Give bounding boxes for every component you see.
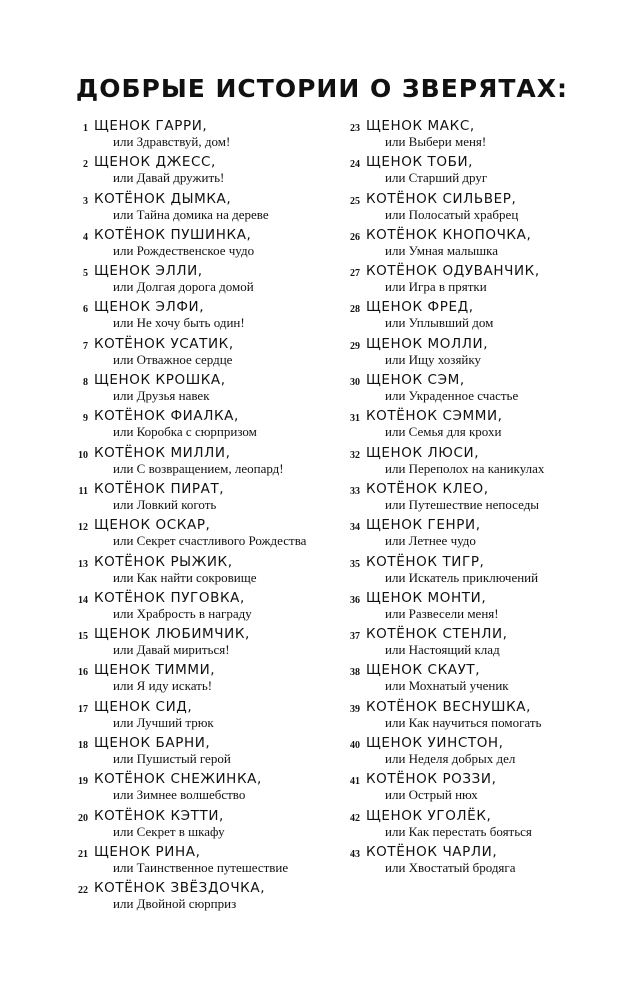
book-number: 10 (78, 449, 88, 461)
book-title: ЩЕНОК ГЕНРИ, (366, 517, 481, 534)
book-entry (66, 118, 336, 154)
book-subtitle: или Мохнатый ученик (385, 678, 509, 694)
book-title: ЩЕНОК ТОБИ, (366, 154, 474, 171)
book-entry (338, 481, 608, 517)
book-subtitle: или Таинственное путешествие (113, 859, 289, 875)
book-subtitle: или Старший друг (385, 170, 488, 186)
book-subtitle: или Коробка с сюрпризом (113, 424, 257, 440)
book-number: 33 (350, 485, 360, 497)
book-title: ЩЕНОК ОСКАР, (94, 517, 211, 534)
book-entry (338, 372, 608, 408)
book-number: 15 (78, 631, 88, 643)
book-entry (338, 517, 608, 553)
book-subtitle: или Выбери меня! (385, 134, 487, 149)
book-title: КОТЁНОК ПУШИНКА, (94, 226, 252, 243)
book-entry (66, 626, 336, 662)
book-entry (338, 227, 608, 263)
book-entry (66, 735, 336, 771)
book-title: КОТЁНОК ПУГОВКА, (94, 589, 245, 606)
book-number: 21 (78, 848, 88, 860)
book-title: КОТЁНОК СЭММИ, (366, 408, 503, 425)
book-subtitle: или Не хочу быть один! (113, 315, 245, 331)
book-entry (66, 191, 336, 227)
book-subtitle: или Храбрость в награду (113, 605, 252, 621)
book-number: 11 (78, 485, 88, 497)
book-entry (66, 154, 336, 190)
book-title: ЩЕНОК ТИММИ, (94, 662, 216, 679)
book-subtitle: или Лучший трюк (113, 714, 214, 730)
book-entry (338, 662, 608, 698)
book-subtitle: или Я иду искать! (113, 678, 213, 694)
book-number: 6 (83, 304, 88, 316)
book-number: 17 (78, 703, 88, 715)
book-subtitle: или Настоящий клад (385, 642, 500, 658)
book-title: ЩЕНОК МАКС, (366, 118, 475, 134)
book-number: 14 (78, 594, 88, 606)
book-entry (338, 154, 608, 190)
book-subtitle: или Семья для крохи (385, 424, 502, 440)
book-number: 22 (78, 885, 88, 897)
book-entry (66, 771, 336, 807)
book-entry (66, 699, 336, 735)
book-subtitle: или Пушистый герой (113, 751, 231, 767)
book-title: КОТЁНОК ДЫМКА, (94, 190, 232, 207)
book-number: 20 (78, 812, 88, 824)
book-number: 30 (350, 377, 360, 389)
book-number: 8 (83, 377, 88, 389)
book-title: ЩЕНОК ЭЛФИ, (94, 299, 205, 316)
book-subtitle: или Неделя добрых дел (385, 751, 516, 767)
book-entry (338, 118, 608, 154)
book-title: КОТЁНОК СНЕЖИНКА, (94, 771, 262, 788)
book-subtitle: или Умная малышка (385, 242, 499, 258)
book-number: 26 (350, 231, 360, 243)
book-entry (338, 735, 608, 771)
book-title: ЩЕНОК СЭМ, (366, 372, 465, 389)
book-entry (66, 590, 336, 626)
book-number: 39 (350, 703, 360, 715)
book-entry (66, 408, 336, 444)
book-subtitle: или Переполох на каникулах (385, 460, 545, 476)
book-number: 25 (350, 195, 360, 207)
book-title: ЩЕНОК МОЛЛИ, (366, 335, 489, 352)
book-number: 27 (350, 268, 360, 280)
book-number: 18 (78, 740, 88, 752)
book-entry (338, 263, 608, 299)
book-title: КОТЁНОК ВЕСНУШКА, (366, 698, 531, 715)
book-title: КОТЁНОК ПИРАТ, (94, 480, 225, 497)
book-subtitle: или С возвращением, леопард! (113, 460, 284, 476)
book-number: 1 (83, 123, 88, 134)
book-number: 3 (83, 195, 88, 207)
book-title: ЩЕНОК УИНСТОН, (366, 735, 504, 752)
book-subtitle: или Рождественское чудо (113, 242, 255, 258)
book-title: ЩЕНОК МОНТИ, (366, 589, 487, 606)
book-title: ЩЕНОК ДЖЕСС, (94, 154, 216, 171)
book-subtitle: или Друзья навек (113, 388, 210, 404)
book-entry (66, 336, 336, 372)
book-entry (66, 517, 336, 553)
book-number: 38 (350, 667, 360, 679)
book-entry (338, 626, 608, 662)
book-number: 36 (350, 594, 360, 606)
book-subtitle: или Хвостатый бродяга (385, 859, 516, 875)
book-title: ЩЕНОК РИНА, (94, 843, 201, 860)
book-entry (338, 299, 608, 335)
book-number: 34 (350, 522, 360, 534)
book-number: 4 (83, 231, 88, 243)
book-subtitle: или Искатель приключений (385, 569, 539, 585)
book-title: КОТЁНОК УСАТИК, (94, 335, 234, 352)
book-title: ЩЕНОК БАРНИ, (94, 735, 211, 752)
book-subtitle: или Как научиться помогать (385, 714, 542, 730)
book-list-left-column (66, 118, 336, 917)
book-entry (338, 590, 608, 626)
book-subtitle: или Зимнее волшебство (113, 787, 246, 803)
book-entry (338, 844, 608, 880)
book-number: 23 (350, 123, 360, 134)
book-title: КОТЁНОК ОДУВАНЧИК, (366, 263, 540, 280)
book-title: КОТЁНОК ФИАЛКА, (94, 408, 239, 425)
book-subtitle: или Как найти сокровище (113, 569, 257, 585)
book-number: 43 (350, 848, 360, 860)
book-subtitle: или Отважное сердце (113, 351, 233, 367)
book-title: КОТЁНОК СИЛЬВЕР, (366, 190, 517, 207)
book-number: 7 (83, 340, 88, 352)
book-entry (66, 227, 336, 263)
book-entry (338, 808, 608, 844)
book-number: 31 (350, 413, 360, 425)
book-title: КОТЁНОК КЭТТИ, (94, 807, 224, 824)
book-title: КОТЁНОК ЗВЁЗДОЧКА, (94, 880, 266, 897)
book-entry (66, 662, 336, 698)
book-subtitle: или Ловкий коготь (113, 496, 217, 512)
book-subtitle: или Украденное счастье (385, 388, 519, 404)
book-number: 37 (350, 631, 360, 643)
book-subtitle: или Тайна домика на дереве (113, 206, 269, 222)
book-subtitle: или Здравствуй, дом! (113, 134, 231, 149)
book-subtitle: или Как перестать бояться (385, 823, 532, 839)
book-title: КОТЁНОК ТИГР, (366, 553, 485, 570)
book-number: 42 (350, 812, 360, 824)
book-entry (338, 336, 608, 372)
book-number: 13 (78, 558, 88, 570)
book-entry (338, 408, 608, 444)
book-number: 29 (350, 340, 360, 352)
book-title: ЩЕНОК ЭЛЛИ, (94, 263, 203, 280)
book-subtitle: или Летнее чудо (385, 533, 476, 549)
book-number: 19 (78, 776, 88, 788)
book-entry (338, 699, 608, 735)
book-subtitle: или Развесели меня! (385, 605, 499, 621)
book-number: 32 (350, 449, 360, 461)
book-title: ЩЕНОК ГАРРИ, (94, 118, 208, 134)
book-title: ЩЕНОК СИД, (94, 698, 193, 715)
book-title: КОТЁНОК СТЕНЛИ, (366, 626, 508, 643)
book-number: 16 (78, 667, 88, 679)
book-title: ЩЕНОК УГОЛЁК, (366, 807, 492, 824)
book-title: КОТЁНОК ЧАРЛИ, (366, 843, 498, 860)
book-entry (66, 880, 336, 916)
book-entry (338, 554, 608, 590)
book-entry (66, 445, 336, 481)
book-entry (338, 191, 608, 227)
book-entry (338, 445, 608, 481)
book-number: 35 (350, 558, 360, 570)
book-title: ЩЕНОК ЛЮСИ, (366, 444, 480, 461)
book-title: ЩЕНОК СКАУТ, (366, 662, 481, 679)
book-subtitle: или Уплывший дом (385, 315, 494, 331)
book-entry (66, 372, 336, 408)
book-number: 24 (350, 159, 360, 171)
page-title: ДОБРЫЕ ИСТОРИИ О ЗВЕРЯТАХ: (75, 74, 569, 103)
book-number: 28 (350, 304, 360, 316)
book-subtitle: или Путешествие непоседы (385, 496, 540, 512)
book-entry (66, 263, 336, 299)
book-subtitle: или Долгая дорога домой (113, 279, 254, 295)
book-subtitle: или Полосатый храбрец (385, 206, 519, 222)
book-title: КОТЁНОК РОЗЗИ, (366, 771, 497, 788)
book-number: 5 (83, 268, 88, 280)
book-subtitle: или Игра в прятки (385, 279, 487, 295)
book-entry (66, 808, 336, 844)
book-subtitle: или Острый нюх (385, 787, 478, 803)
book-subtitle: или Давай дружить! (113, 170, 225, 186)
book-title: ЩЕНОК ФРЕД, (366, 299, 474, 316)
book-title: ЩЕНОК ЛЮБИМЧИК, (94, 626, 250, 643)
book-title: КОТЁНОК РЫЖИК, (94, 553, 233, 570)
book-number: 9 (83, 413, 88, 425)
book-number: 40 (350, 740, 360, 752)
book-subtitle: или Ищу хозяйку (385, 351, 482, 367)
book-title: КОТЁНОК КНОПОЧКА, (366, 226, 532, 243)
book-list-right-column (338, 118, 608, 880)
book-entry (66, 554, 336, 590)
book-number: 41 (350, 776, 360, 788)
book-number: 2 (83, 159, 88, 171)
book-subtitle: или Давай мириться! (113, 642, 230, 658)
book-number: 12 (78, 522, 88, 534)
book-title: КОТЁНОК КЛЕО, (366, 480, 489, 497)
book-entry (338, 771, 608, 807)
book-subtitle: или Секрет в шкафу (113, 823, 225, 839)
book-subtitle: или Двойной сюрприз (113, 896, 237, 912)
book-subtitle: или Секрет счастливого Рождества (113, 533, 307, 549)
book-entry (66, 299, 336, 335)
book-title: КОТЁНОК МИЛЛИ, (94, 444, 231, 461)
book-entry (66, 481, 336, 517)
book-title: ЩЕНОК КРОШКА, (94, 372, 226, 389)
book-entry (66, 844, 336, 880)
